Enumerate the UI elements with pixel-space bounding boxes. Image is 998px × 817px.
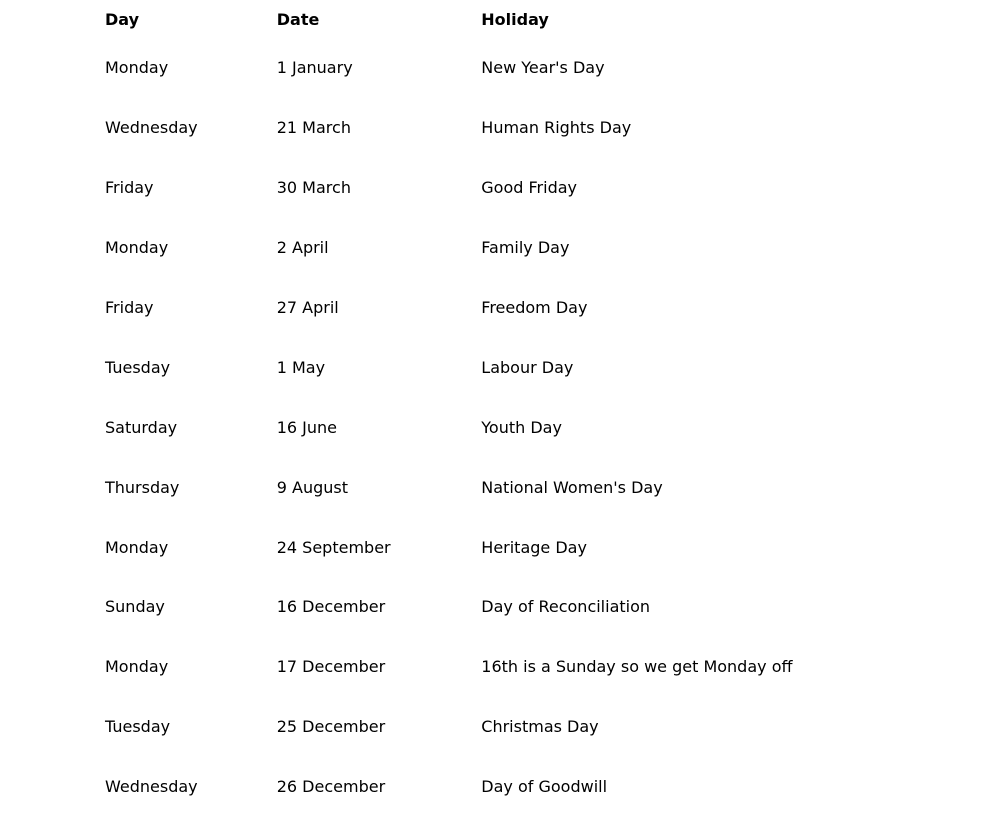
- cell-holiday: Day of Reconciliation: [481, 597, 651, 617]
- cell-day: Monday: [105, 537, 169, 557]
- table-header: [105, 0, 998, 38]
- cell-day: Thursday: [105, 477, 180, 497]
- cell-date: 27 April: [276, 298, 339, 317]
- cell-date: 16 June: [276, 417, 338, 437]
- cell-holiday: Christmas Day: [481, 717, 599, 737]
- table-row: [105, 457, 998, 517]
- cell-day: Monday: [105, 238, 169, 258]
- table-row: [105, 98, 998, 158]
- cell-date: 24 September: [276, 537, 391, 557]
- cell-holiday: Freedom Day: [481, 298, 588, 317]
- cell-day: Wednesday: [105, 118, 198, 138]
- cell-day: Saturday: [105, 417, 178, 437]
- table-row: [105, 38, 998, 98]
- cell-date: 16 December: [276, 597, 386, 617]
- header-day: Day: [105, 9, 140, 29]
- cell-day: Sunday: [105, 597, 165, 617]
- cell-day: Tuesday: [105, 357, 171, 377]
- table-row: [105, 577, 998, 637]
- cell-date: 25 December: [276, 717, 386, 737]
- cell-date: 2 April: [276, 238, 329, 258]
- cell-holiday: Good Friday: [481, 178, 577, 198]
- cell-holiday: Day of Goodwill: [481, 777, 608, 797]
- cell-date: 1 May: [276, 357, 326, 377]
- table-row: [105, 218, 998, 278]
- cell-holiday: 16th is a Sunday so we get Monday off: [481, 657, 793, 677]
- cell-holiday: Labour Day: [481, 357, 574, 377]
- cell-date: 17 December: [276, 657, 386, 677]
- table-row: [105, 337, 998, 397]
- header-date: Date: [276, 9, 320, 29]
- cell-day: Friday: [105, 178, 154, 198]
- cell-holiday: Youth Day: [481, 417, 562, 437]
- table-body: [105, 38, 998, 817]
- cell-date: 26 December: [276, 777, 386, 797]
- cell-holiday: Human Rights Day: [481, 118, 632, 138]
- table-row: [105, 757, 998, 817]
- table-row: [105, 697, 998, 757]
- holiday-table: [105, 0, 998, 817]
- cell-holiday: Family Day: [481, 238, 570, 258]
- table-row: [105, 158, 998, 218]
- cell-day: Friday: [105, 298, 154, 317]
- cell-holiday: Heritage Day: [481, 537, 587, 557]
- cell-holiday: New Year's Day: [481, 58, 605, 78]
- table-row: [105, 278, 998, 338]
- cell-day: Wednesday: [105, 777, 198, 797]
- cell-date: 1 January: [276, 58, 353, 78]
- cell-date: 9 August: [276, 477, 348, 497]
- cell-day: Monday: [105, 657, 169, 677]
- cell-day: Tuesday: [105, 717, 171, 737]
- header-holiday: Holiday: [481, 9, 549, 29]
- table-row: [105, 517, 998, 577]
- table-row: [105, 397, 998, 457]
- cell-date: 21 March: [276, 118, 351, 138]
- table-row: [105, 637, 998, 697]
- cell-holiday: National Women's Day: [481, 477, 663, 497]
- cell-date: 30 March: [276, 178, 351, 198]
- header-row: [105, 0, 998, 38]
- cell-day: Monday: [105, 58, 169, 78]
